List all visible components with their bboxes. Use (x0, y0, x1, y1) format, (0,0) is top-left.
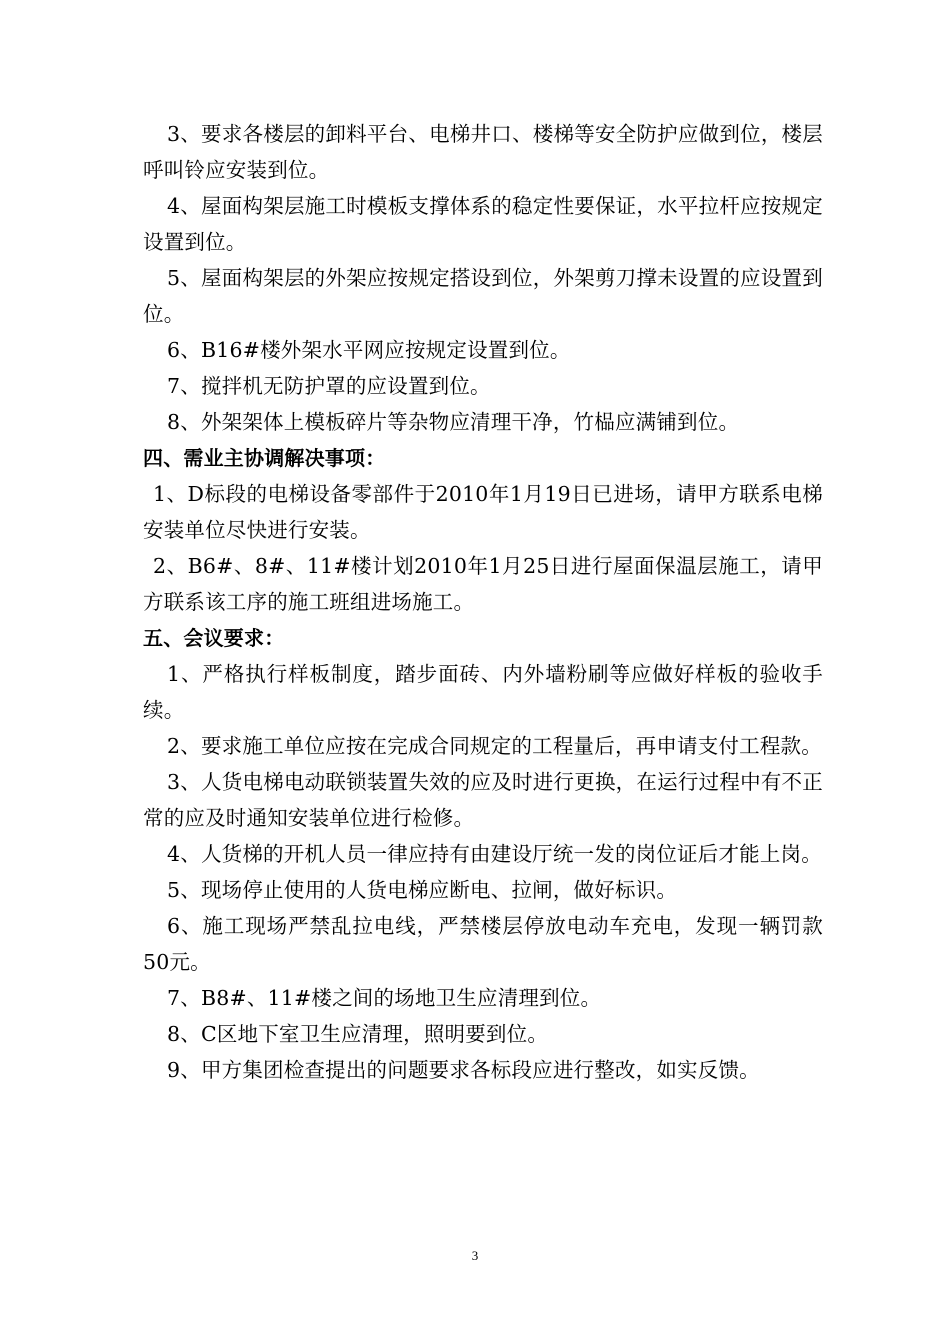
section3-item-5: 5、屋面构架层的外架应按规定搭设到位，外架剪刀撑未设置的应设置到位。 (143, 266, 823, 326)
section3-item-6: 6、B16#楼外架水平网应按规定设置到位。 (167, 338, 571, 362)
section5-item-3: 3、人货电梯电动联锁装置失效的应及时进行更换，在运行过程中有不正常的应及时通知安装单位进行检修。 (143, 770, 823, 830)
section4-item-2: 2、B6#、8#、11#楼计划2010年1月25日进行屋面保温层施工，请甲方联系该工序的施工班组进场施工。 (143, 554, 823, 614)
section5-item-1: 1、严格执行样板制度，踏步面砖、内外墙粉刷等应做好样板的验收手续。 (143, 662, 823, 722)
section5-item-7: 7、B8#、11#楼之间的场地卫生应清理到位。 (167, 986, 602, 1010)
section3-item-8: 8、外架架体上模板碎片等杂物应清理干净，竹榀应满铺到位。 (167, 410, 740, 434)
section3-item-7: 7、搅拌机无防护罩的应设置到位。 (167, 374, 491, 398)
section3-item-4: 4、屋面构架层施工时模板支撑体系的稳定性要保证，水平拉杆应按规定设置到位。 (143, 194, 823, 254)
section5-heading: 五、会议要求： (143, 626, 285, 650)
page-number: 3 (471, 1248, 479, 1263)
section5-item-8: 8、C区地下室卫生应清理，照明要到位。 (167, 1022, 549, 1046)
section5-item-6: 6、施工现场严禁乱拉电线，严禁楼层停放电动车充电，发现一辆罚款50元。 (143, 914, 823, 974)
section5-item-4: 4、人货梯的开机人员一律应持有由建设厅统一发的岗位证后才能上岗。 (167, 842, 822, 866)
section4-item-1: 1、D标段的电梯设备零部件于2010年1月19日已进场，请甲方联系电梯安装单位尽快进行安装。 (143, 482, 823, 542)
section3-item-3: 3、要求各楼层的卸料平台、电梯井口、楼梯等安全防护应做到位，楼层呼叫铃应安装到位。 (143, 122, 823, 182)
section4-heading: 四、需业主协调解决事项： (143, 446, 386, 470)
section5-item-5: 5、现场停止使用的人货电梯应断电、拉闸，做好标识。 (167, 878, 678, 902)
section5-item-2: 2、要求施工单位应按在完成合同规定的工程量后，再申请支付工程款。 (167, 734, 822, 758)
section5-item-9: 9、甲方集团检查提出的问题要求各标段应进行整改，如实反馈。 (167, 1058, 760, 1082)
document-body (143, 116, 823, 1088)
